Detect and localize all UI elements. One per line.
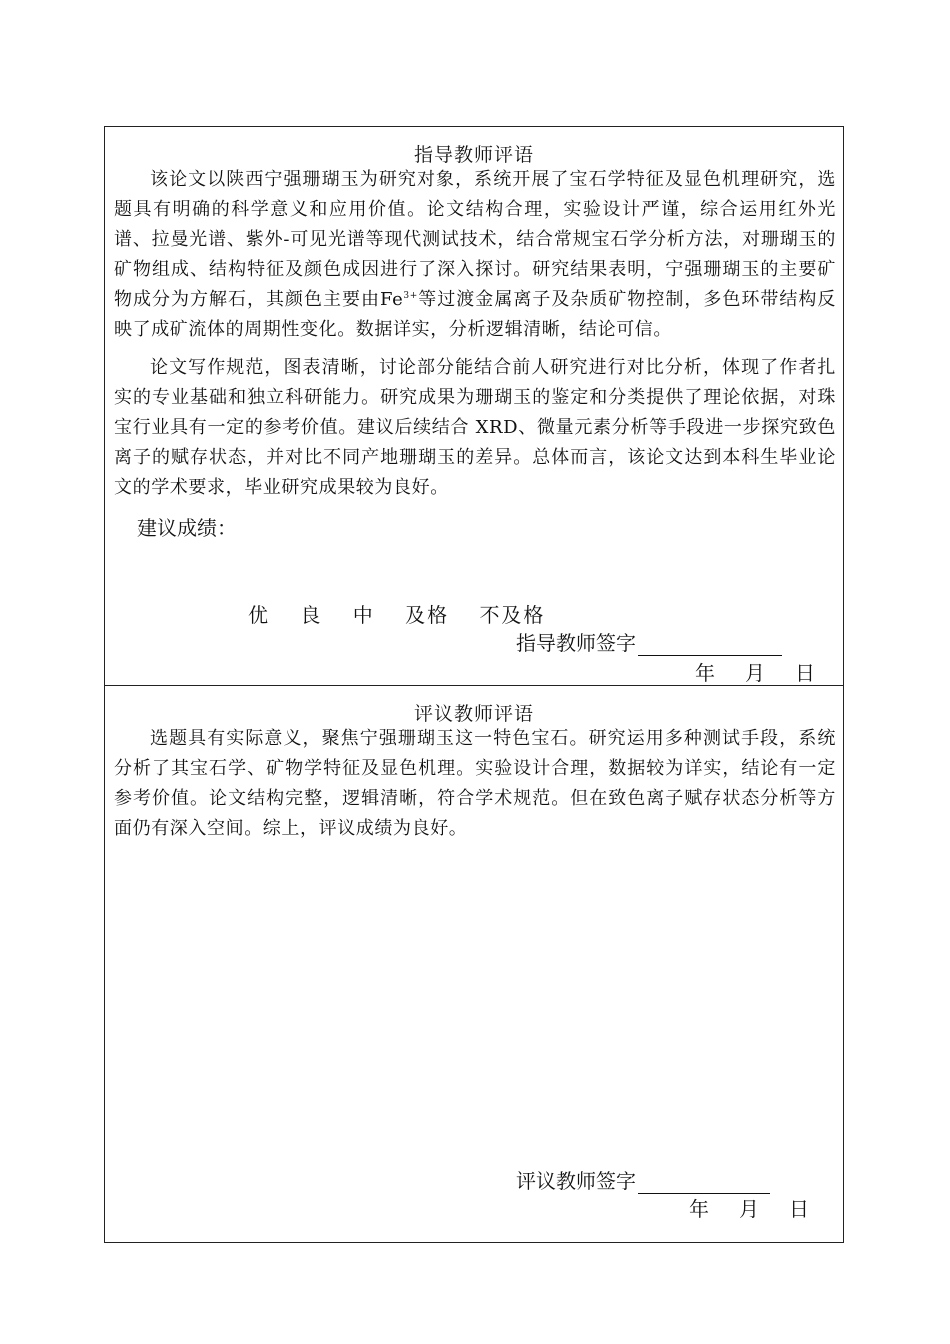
grade-option-pass[interactable]: 及格 [405,603,450,627]
advisor-comment-text-1b: 等过渡金属离子及杂质矿物控制，多色环带结构反映了成矿流体的周期性变化。数据详实，分析逻辑清晰，结论可信。 [114,289,836,340]
advisor-signature-label: 指导教师签字 [516,631,636,655]
reviewer-signature [516,1165,770,1194]
reviewer-section-title: 评议教师评语 [413,703,534,725]
advisor-comment-text-1a: 该论文以陕西宁强珊瑚玉为研究对象，系统开展了宝石学特征及显色机理研究，选题具有明确的科学意义和应用价值。论文结构合理，实验设计严谨，综合运用红外光谱、拉曼光谱、紫外-可见光谱等现代测试技术，结合常规宝石学分析方法，对珊瑚玉的矿物组成、结构特征及颜色成因进行了深入探讨。研究结果表明，宁强珊瑚玉的主要矿物成分为方解石，其颜色主要由Fe [114,169,836,310]
grade-option-fail[interactable]: 不及格 [479,603,546,627]
advisor-comment-paragraph-2: 论文写作规范，图表清晰，讨论部分能结合前人研究进行对比分析，体现了作者扎实的专业基础和独立科研能力。研究成果为珊瑚玉的鉴定和分类提供了理论依据，对珠宝行业具有一定的参考价值。建议后续结合 XRD、微量元素分析等手段进一步探究致色离子的赋存状态，并对比不同产地珊瑚玉的差异。总体而言，该论文达到本科生毕业论文的学术要求，毕业研究成果较为良好。 [114,357,836,498]
advisor-section-title: 指导教师评语 [413,144,534,166]
reviewer-date-year: 年 [689,1197,709,1221]
evaluation-form [104,126,844,1243]
advisor-signature [516,627,782,656]
reviewer-signature-label: 评议教师签字 [516,1169,636,1193]
iron-charge-superscript: 3+ [403,291,418,301]
reviewer-date [689,1193,809,1222]
grade-options [248,599,569,628]
grade-option-good[interactable]: 良 [300,603,323,627]
advisor-comment-paragraph-1 [114,165,836,345]
section-divider [105,685,843,686]
reviewer-date-month: 月 [739,1197,759,1221]
advisor-signature-line[interactable] [638,633,782,656]
reviewer-date-day: 日 [789,1197,809,1221]
suggested-grade-label: 建议成绩： [137,516,237,540]
reviewer-signature-line[interactable] [638,1171,770,1194]
advisor-date [695,657,815,686]
reviewer-comment-paragraph: 选题具有实际意义，聚焦宁强珊瑚玉这一特色宝石。研究运用多种测试手段，系统分析了其宝石学、矿物学特征及显色机理。实验设计合理，数据较为详实，结论有一定参考价值。论文结构完整，逻辑清晰，符合学术规范。但在致色离子赋存状态分析等方面仍有深入空间。综上，评议成绩为良好。 [114,728,836,839]
advisor-date-day: 日 [795,661,815,685]
grade-option-medium[interactable]: 中 [352,603,375,627]
advisor-date-year: 年 [695,661,715,685]
advisor-date-month: 月 [745,661,765,685]
grade-option-excellent[interactable]: 优 [248,603,270,627]
